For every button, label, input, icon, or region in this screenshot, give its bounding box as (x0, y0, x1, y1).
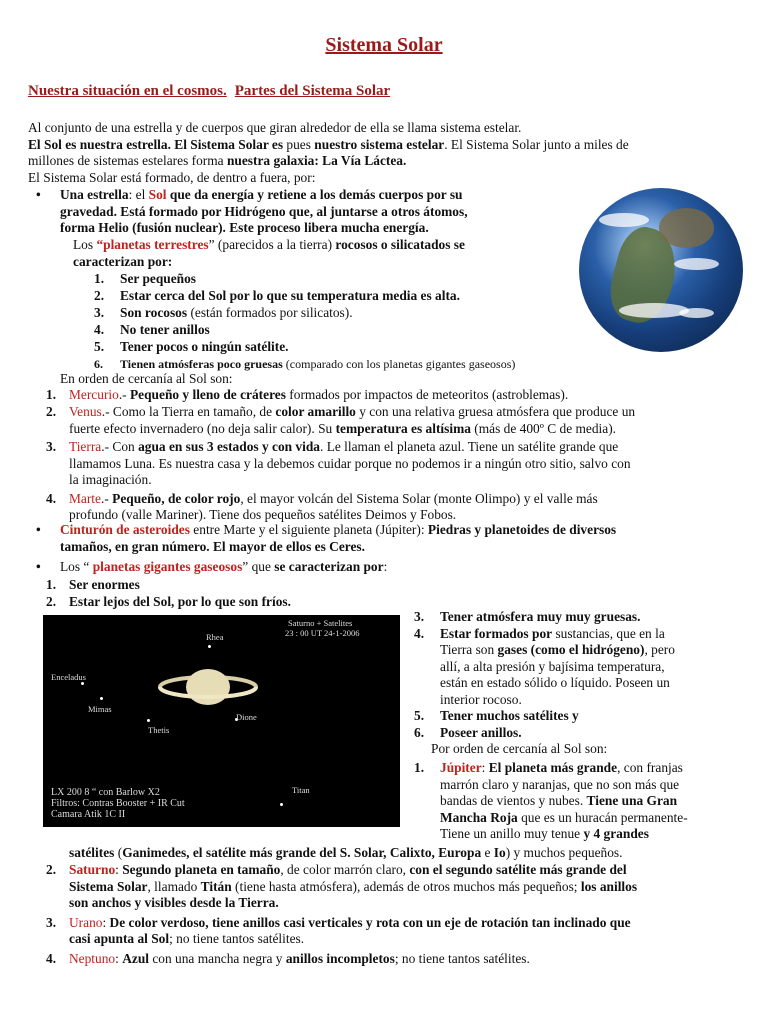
text: millones de sistemas estelares forma (28, 153, 227, 168)
text: . Le llaman el planeta azul. Tiene un satélite grande que (320, 439, 619, 454)
text-bold: se caracterizan por (274, 559, 384, 574)
text-bold: Io (493, 845, 506, 860)
list-number: 1. (94, 271, 105, 286)
terrestrial-intro (73, 237, 567, 270)
list-text-rest: (están formados por silicatos). (187, 305, 353, 320)
bullet-icon: • (36, 559, 41, 574)
text: .- (100, 490, 113, 506)
gas-order-label: Por orden de cercanía al Sol son: (431, 741, 608, 756)
gas-traits-list-right (414, 609, 734, 758)
list-number: 6. (94, 357, 103, 371)
list-number: 3. (46, 914, 57, 930)
text: la imaginación. (69, 472, 152, 487)
text-bold: nuestro sistema estelar (314, 136, 445, 152)
text-bold: Tiene una Gran (586, 793, 678, 808)
section-heading (28, 83, 390, 100)
text: pues (283, 136, 315, 152)
jupiter-line-6 (69, 845, 749, 862)
list-number: 3. (414, 609, 425, 624)
label-dione: Dione (236, 712, 257, 722)
text-bold: con el segundo satélite más grande del (409, 862, 627, 877)
planet-item-urano (46, 915, 736, 948)
text-bold: tamaños, en gran número. El mayor de ellos es Ceres. (60, 538, 365, 554)
planet-name: Mercurio (69, 387, 119, 402)
list-text: Tienen atmósferas poco gruesas (120, 357, 283, 371)
planet-name: Venus (69, 404, 102, 419)
label-enceladus: Enceladus (51, 672, 86, 682)
text-bold: temperatura es altísima (335, 420, 471, 436)
list-item (414, 708, 734, 725)
text-bold: Ganimedes, el satélite más grande del S. Solar, Calixto, Europa (122, 845, 482, 860)
text-bold: rocosos o silicatados se (335, 237, 465, 252)
page-title: Sistema Solar (325, 34, 443, 56)
text-bold: satélites (69, 845, 115, 860)
text: (más de 400º C de media). (470, 420, 617, 436)
planet-name: Neptuno (69, 950, 116, 966)
list-number: 1. (414, 760, 425, 775)
text: : el (128, 187, 149, 202)
planet-name: Saturno (69, 862, 116, 877)
text: : (115, 862, 123, 877)
text: entre Marte y el siguiente planeta (Júpiter): (189, 522, 428, 537)
text: fuerte efecto invernadero (no deja salir calor). Su (69, 420, 336, 436)
text: profundo (valle Mariner). Tiene dos pequeños satélites Deimos y Fobos. (69, 507, 457, 522)
planet-name: Tierra (69, 439, 102, 454)
text-bold: que da energía y retiene a los demás cuerpos por su (166, 187, 463, 202)
list-text-rest: (comparado con los planetas gigantes gaseosos) (282, 357, 516, 371)
list-text: Son rocosos (120, 305, 188, 320)
text: Los “ (60, 559, 93, 574)
list-item (46, 594, 446, 611)
list-text: Estar cerca del Sol por lo que su temperatura media es alta. (120, 288, 460, 303)
text: con una mancha negra y (149, 950, 286, 966)
terrestrial-line-2: caracterizan por: (73, 253, 173, 269)
text: marrón claro y naranjas, que no son más que (440, 776, 680, 792)
intro-line-1: Al conjunto de una estrella y de cuerpos que giran alrededor de ella se llama sistema estelar. (28, 120, 522, 135)
text: : (115, 950, 123, 966)
intro-line-2 (28, 137, 743, 154)
text: , con franjas (617, 760, 683, 775)
text: Tierra son (440, 642, 498, 657)
text-bold: casi apunta al Sol (69, 931, 170, 946)
list-text: Ser pequeños (120, 271, 197, 286)
list-item (414, 609, 734, 626)
list-text: Tener muchos satélites y (440, 708, 579, 723)
saturn-photo (43, 615, 400, 827)
list-number: 1. (46, 387, 57, 402)
list-number: 1. (46, 577, 57, 592)
list-number: 3. (46, 439, 57, 454)
photo-info-3: Camara Atik 1C II (51, 809, 126, 820)
text: ” que (242, 559, 275, 574)
text: y con una relativa gruesa atmósfera que produce un (355, 404, 636, 419)
planet-item-mercurio (46, 387, 732, 404)
terrestrial-order-label: En orden de cercanía al Sol son: (60, 371, 233, 386)
outer-planets-list (46, 862, 736, 967)
text-bold: son anchos y visibles desde la Tierra. (69, 895, 279, 910)
list-text: Estar formados por (440, 625, 553, 641)
label-thetis: Thetis (148, 725, 170, 735)
list-number: 4. (414, 625, 425, 641)
list-number: 3. (94, 305, 105, 320)
sol-line-3: forma Helio (fusión nuclear). Este proceso libera mucha energía. (60, 220, 429, 235)
list-number: 2. (46, 594, 57, 609)
text: ( (114, 845, 123, 860)
list-number: 5. (414, 708, 425, 723)
list-number: 4. (46, 950, 57, 966)
text: interior rocoso. (440, 691, 522, 707)
planet-name: Júpiter (440, 760, 482, 775)
text: bandas de vientos y nubes. (440, 793, 587, 808)
text-bold: los anillos (580, 878, 638, 894)
terrestrial-traits-list (94, 271, 614, 373)
photo-caption-date: 23 : 00 UT 24-1-2006 (285, 628, 360, 638)
list-text: No tener anillos (120, 322, 210, 337)
text-bold: nuestra galaxia: La Vía Láctea. (226, 153, 407, 168)
text-bold: Mancha Roja (440, 809, 518, 825)
bullet-icon: • (36, 187, 41, 202)
text-bold: anillos incompletos (285, 950, 395, 966)
planet-item-saturno (46, 862, 736, 912)
list-number: 4. (94, 322, 105, 337)
photo-info-1: LX 200 8 “ con Barlow X2 (51, 787, 160, 798)
list-text: Estar lejos del Sol, por lo que son fríos. (69, 594, 291, 609)
text-bold: Titán (200, 878, 232, 894)
text: que es un huracán permanente- (517, 809, 688, 825)
list-text: Tener atmósfera muy muy gruesas. (440, 609, 641, 624)
sol-line-1 (60, 187, 567, 204)
list-number: 4. (46, 490, 57, 506)
planet-item-venus (46, 404, 732, 437)
text-bold: De color verdoso, tiene anillos casi verticales y rota con un eje de rotación tan inclinado que (109, 914, 631, 930)
text-bold: Segundo planeta en tamaño (122, 862, 281, 877)
sol-line-2: gravedad. Está formado por Hidrógeno que, al juntarse a otros átomos, (60, 203, 468, 219)
list-number: 2. (46, 404, 57, 419)
list-item (46, 577, 446, 594)
text: : (102, 914, 110, 930)
text: , de color marrón claro, (280, 862, 410, 877)
gas-giants-intro (60, 559, 740, 576)
photo-info-2: Filtros: Contras Booster + IR Cut (51, 798, 185, 809)
list-item (414, 626, 734, 709)
label-mimas: Mimas (88, 704, 112, 714)
list-item (94, 288, 614, 305)
planet-item-neptuno (46, 951, 736, 968)
list-item (94, 322, 614, 339)
text: . El Sistema Solar junto a miles de (444, 136, 629, 152)
text: : (481, 760, 489, 775)
text: .- (118, 387, 130, 402)
text: ; no tiene tantos satélites. (169, 931, 305, 946)
heading-part-1: Nuestra situación en el cosmos. (28, 83, 227, 99)
inner-planets-list (46, 387, 732, 524)
highlight-asteroides: Cinturón de asteroides (60, 522, 190, 537)
planet-item-jupiter (414, 760, 734, 843)
text: e (481, 845, 494, 860)
list-number: 6. (414, 724, 425, 740)
text: : (383, 559, 388, 574)
list-text: Poseer anillos. (440, 724, 522, 740)
text: , llamado (147, 878, 201, 894)
list-text: Ser enormes (69, 577, 140, 592)
text-bold: agua en sus 3 estados y con vida (138, 439, 320, 454)
text-bold: Piedras y planetoides de diversos (427, 522, 617, 537)
text-bold: El planeta más grande (488, 760, 618, 775)
text: (tiene hasta atmósfera), además de otros muchos más pequeños; (231, 878, 581, 894)
text-bold: color amarillo (275, 404, 356, 419)
bullet-icon: • (36, 522, 41, 537)
list-item (94, 271, 614, 288)
text-bold: y 4 grandes (583, 826, 649, 841)
list-number: 5. (94, 339, 105, 354)
text-bold: El Sol es nuestra estrella. El Sistema Solar es (28, 136, 284, 152)
text-bold: Pequeño y lleno de cráteres (129, 387, 286, 402)
label-rhea: Rhea (206, 632, 224, 642)
text: ; no tiene tantos satélites. (394, 950, 530, 966)
text: allí, a alta presión y bajísima temperatura, (440, 658, 665, 674)
text: .- Como la Tierra en tamaño, de (101, 404, 276, 419)
list-text: Tener pocos o ningún satélite. (120, 339, 289, 354)
text: ” (parecidos a la tierra) (208, 237, 336, 252)
text: Tiene un anillo muy tenue (440, 826, 584, 841)
sol-item (60, 187, 567, 237)
list-text-rest: sustancias, que en la (552, 625, 665, 641)
list-item (414, 725, 734, 742)
text: .- Con (101, 439, 139, 454)
photo-caption-title: Saturno + Satelites (288, 618, 353, 628)
text: están en estado sólido o líquido. Poseen un (440, 675, 670, 690)
list-number: 2. (46, 862, 57, 877)
intro-paragraph (28, 120, 743, 186)
text-bold: Una estrella (60, 187, 129, 202)
text-bold: gases (como el hidrógeno) (497, 642, 645, 657)
intro-line-3 (28, 153, 743, 170)
list-item (94, 339, 614, 356)
text-bold: Pequeño, de color rojo (112, 490, 241, 506)
planet-item-tierra (46, 439, 732, 489)
text: Los (73, 237, 97, 252)
highlight-terrestres: “planetas terrestres (96, 237, 209, 252)
text-bold: Sistema Solar (69, 878, 148, 894)
intro-line-4: El Sistema Solar está formado, de dentro a fuera, por: (28, 169, 316, 185)
text: , el mayor volcán del Sistema Solar (monte Olimpo) y el valle más (240, 490, 598, 506)
list-number: 2. (94, 288, 105, 303)
planet-item-marte (46, 491, 732, 524)
highlight-gaseosos: planetas gigantes gaseosos (92, 559, 243, 574)
planet-name: Urano (69, 914, 103, 930)
asteroid-belt-item (60, 522, 740, 555)
text: , pero (644, 642, 675, 657)
text: llamamos Luna. Es nuestra casa y la debemos cuidar porque no podemos ir a ningún otro sitio, salvo con (69, 455, 631, 471)
label-titan: Titan (292, 785, 310, 795)
planet-name: Marte (69, 490, 101, 506)
highlight-sol: Sol (148, 187, 167, 202)
terrestrial-line-1 (73, 237, 567, 254)
gas-traits-list-left (46, 577, 446, 611)
text: ) y muchos pequeños. (505, 845, 623, 860)
list-item (94, 305, 614, 322)
text-bold: Azul (122, 950, 149, 966)
text: formados por impactos de meteoritos (astroblemas). (285, 387, 569, 402)
heading-part-2: Partes del Sistema Solar (234, 83, 391, 99)
